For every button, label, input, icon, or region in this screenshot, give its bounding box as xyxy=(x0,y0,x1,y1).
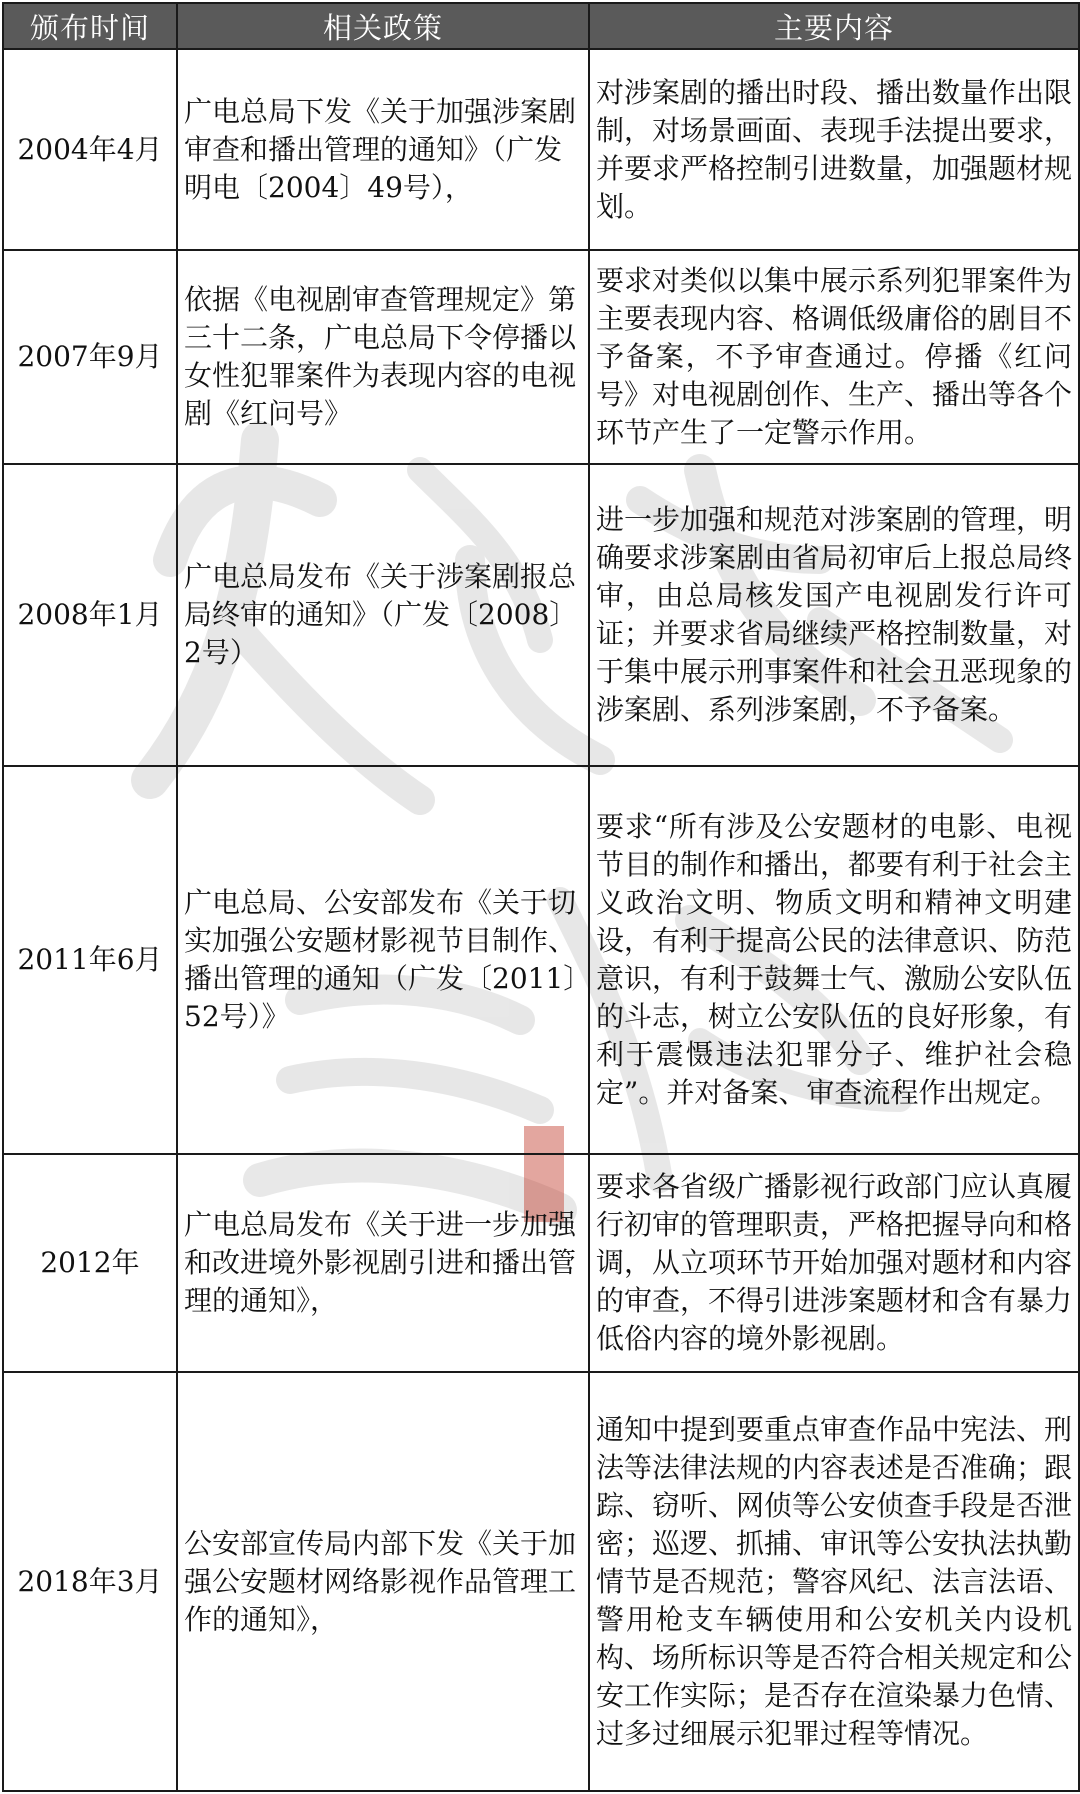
date-cell: 2018年3月 xyxy=(3,1372,177,1791)
date-cell: 2012年 xyxy=(3,1154,177,1372)
header-policy: 相关政策 xyxy=(177,3,589,49)
header-date: 颁布时间 xyxy=(3,3,177,49)
date-cell: 2011年6月 xyxy=(3,766,177,1154)
table-header-row xyxy=(3,3,1079,49)
policy-cell: 依据《电视剧审查管理规定》第三十二条，广电总局下令停播以女性犯罪案件为表现内容的电视剧《红问号》 xyxy=(177,250,589,464)
header-content: 主要内容 xyxy=(589,3,1079,49)
table-row xyxy=(3,1372,1079,1791)
policy-table xyxy=(2,2,1080,1792)
table-row xyxy=(3,766,1079,1154)
date-cell: 2007年9月 xyxy=(3,250,177,464)
table-row xyxy=(3,1154,1079,1372)
content-cell: 进一步加强和规范对涉案剧的管理，明确要求涉案剧由省局初审后上报总局终审，由总局核发国产电视剧发行许可证；并要求省局继续严格控制数量，对于集中展示刑事案件和社会丑恶现象的涉案剧、系列涉案剧，不予备案。 xyxy=(589,464,1079,765)
date-cell: 2004年4月 xyxy=(3,49,177,250)
policy-cell: 广电总局发布《关于涉案剧报总局终审的通知》（广发〔2008〕2号） xyxy=(177,464,589,765)
table-row xyxy=(3,49,1079,250)
content-cell: 要求“所有涉及公安题材的电影、电视节目的制作和播出，都要有利于社会主义政治文明、物质文明和精神文明建设，有利于提高公民的法律意识、防范意识，有利于鼓舞士气、激励公安队伍的斗志，树立公安队伍的良好形象，有利于震慑违法犯罪分子、维护社会稳定”。并对备案、审查流程作出规定。 xyxy=(589,766,1079,1154)
policy-cell: 公安部宣传局内部下发《关于加强公安题材网络影视作品管理工作的通知》， xyxy=(177,1372,589,1791)
content-cell: 通知中提到要重点审查作品中宪法、刑法等法律法规的内容表述是否准确；跟踪、窃听、网侦等公安侦查手段是否泄密；巡逻、抓捕、审讯等公安执法执勤情节是否规范；警容风纪、法言法语、警用枪支车辆使用和公安机关内设机构、场所标识等是否符合相关规定和公安工作实际；是否存在渲染暴力色情、过多过细展示犯罪过程等情况。 xyxy=(589,1372,1079,1791)
policy-cell: 广电总局发布《关于进一步加强和改进境外影视剧引进和播出管理的通知》， xyxy=(177,1154,589,1372)
table-row xyxy=(3,464,1079,765)
date-cell: 2008年1月 xyxy=(3,464,177,765)
content-cell: 对涉案剧的播出时段、播出数量作出限制，对场景画面、表现手法提出要求，并要求严格控制引进数量，加强题材规划。 xyxy=(589,49,1079,250)
table-row xyxy=(3,250,1079,464)
content-cell: 要求对类似以集中展示系列犯罪案件为主要表现内容、格调低级庸俗的剧目不予备案，不予审查通过。停播《红问号》对电视剧创作、生产、播出等各个环节产生了一定警示作用。 xyxy=(589,250,1079,464)
content-cell: 要求各省级广播影视行政部门应认真履行初审的管理职责，严格把握导向和格调，从立项环节开始加强对题材和内容的审查，不得引进涉案题材和含有暴力低俗内容的境外影视剧。 xyxy=(589,1154,1079,1372)
policy-cell: 广电总局、公安部发布《关于切实加强公安题材影视节目制作、播出管理的通知（广发〔2011〕52号）》 xyxy=(177,766,589,1154)
policy-cell: 广电总局下发《关于加强涉案剧审查和播出管理的通知》（广发明电〔2004〕49号）， xyxy=(177,49,589,250)
